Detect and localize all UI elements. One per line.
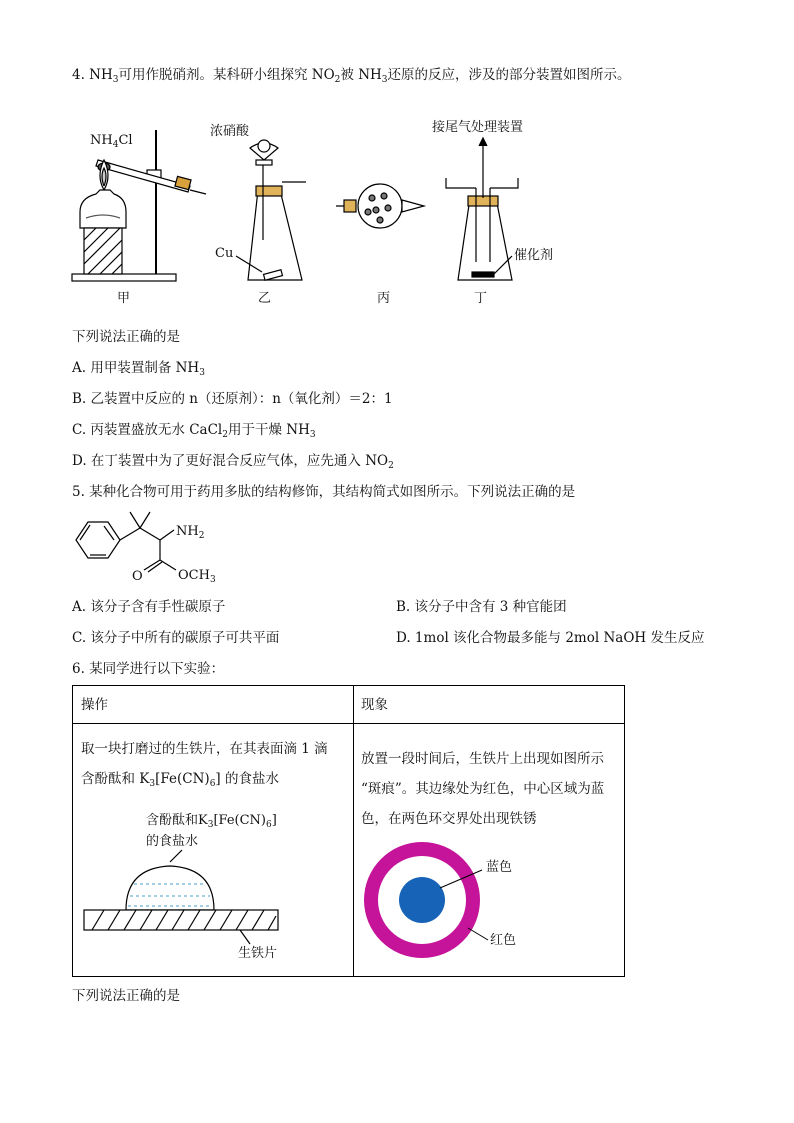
- label-ding: 丁: [474, 291, 488, 306]
- q4-option-d[interactable]: D. 在丁装置中为了更好混合反应气体，应先通入 $NO_2$: [72, 453, 394, 471]
- blue-center: [399, 877, 445, 923]
- ding-catalyst-label: 催化剂: [514, 248, 554, 263]
- q4-option-c[interactable]: C. 丙装置盛放无水 CaCl$_2$用于干燥 $NH_3$: [72, 422, 316, 440]
- q6-label-red: 红色: [490, 933, 517, 948]
- q6-stem: 6. 某同学进行以下实验：: [72, 661, 225, 677]
- q5-option-b[interactable]: B. 该分子中含有 3 种官能团: [396, 599, 567, 615]
- q5-och3: $OCH_3$: [178, 568, 216, 585]
- jia-reagent-label: $NH_4Cl$: [90, 133, 133, 150]
- label-bing: 丙: [377, 291, 391, 306]
- q5-nh2: $NH_2$: [176, 524, 205, 541]
- q4-option-b[interactable]: B. 乙装置中反应的 n（还原剂）：n（氧化剂）＝2：1: [72, 391, 393, 407]
- yi-metal-label: Cu: [215, 246, 234, 261]
- q4-stem: 4. $NH_3$可用作脱硝剂。某科研小组探究 $NO_2$被 $NH_3$还原的反应，涉及的部分装置如图所示。: [72, 67, 631, 85]
- q5-stem: 5. 某种化合物可用于药用多肽的结构修饰，其结构简式如图所示。下列说法正确的是: [72, 484, 576, 500]
- label-jia: 甲: [117, 291, 131, 306]
- q6-col-phenomenon: 现象: [361, 697, 388, 713]
- q6-col-operation: 操作: [81, 697, 108, 713]
- q6-phenomenon-text: 放置一段时间后，生铁片上出现如图所示 “斑痕”。其边缘处为红色，中心区域为蓝 色，在两色环交界处出现铁锈: [361, 751, 605, 827]
- q6-label-blue: 蓝色: [486, 860, 513, 875]
- q6-fig-label-3: 生铁片: [238, 946, 278, 961]
- q6-question: 下列说法正确的是: [72, 988, 180, 1004]
- q6-fig-label-2: 的食盐水: [146, 834, 199, 849]
- q5-option-a[interactable]: A. 该分子含有手性碳原子: [72, 599, 226, 615]
- q6-fig-label-1: 含酚酞和$K_3[Fe(CN)_6]$: [146, 813, 277, 830]
- ding-exhaust-label: 接尾气处理装置: [432, 120, 524, 135]
- q4-option-a[interactable]: A. 用甲装置制备 $NH_3$: [72, 360, 205, 378]
- q5-option-d[interactable]: D. 1mol 该化合物最多能与 2mol NaOH 发生反应: [396, 630, 705, 646]
- q4-question: 下列说法正确的是: [72, 329, 180, 345]
- q5-o: O: [132, 569, 143, 584]
- label-yi: 乙: [258, 291, 272, 306]
- yi-reagent-label: 浓硝酸: [210, 124, 250, 139]
- q5-option-c[interactable]: C. 该分子中所有的碳原子可共平面: [72, 630, 280, 646]
- q6-operation-text: 取一块打磨过的生铁片，在其表面滴 1 滴 含酚酞和 $K_3[Fe(CN)_6]$ 的食盐水: [81, 741, 328, 789]
